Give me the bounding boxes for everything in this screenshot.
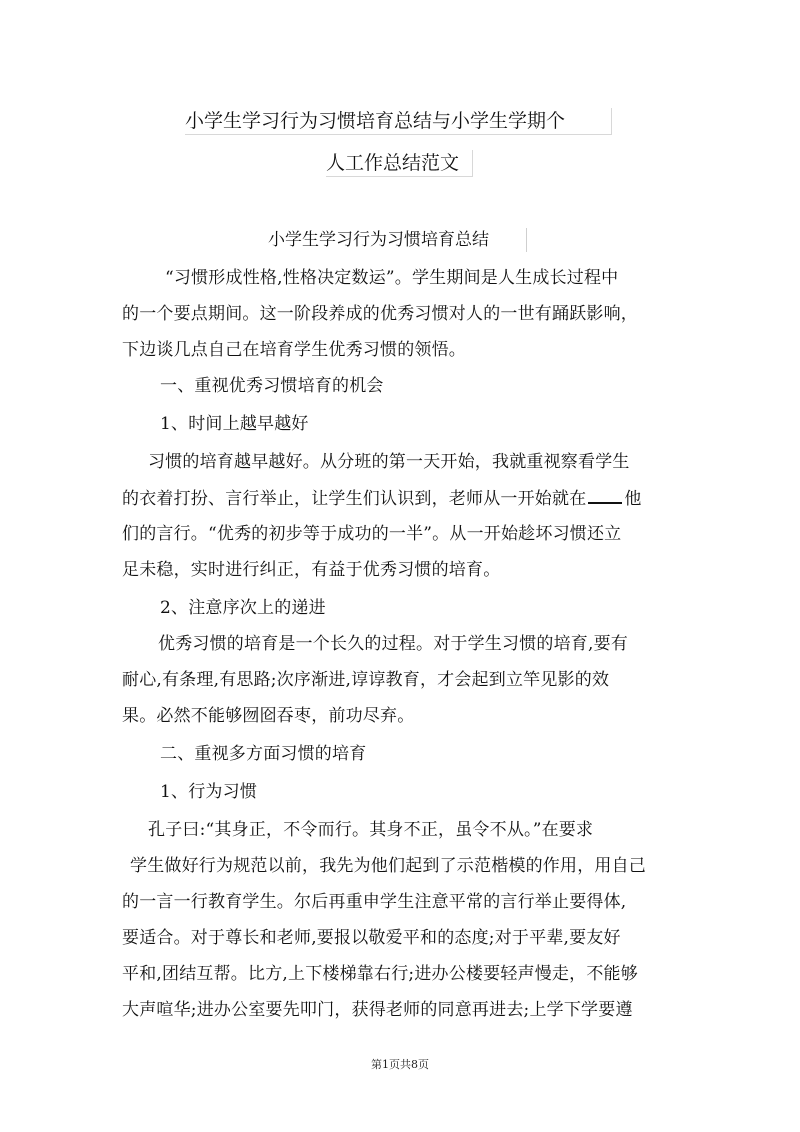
paragraph-line: 优秀习惯的培育是一个长久的过程。对于学生习惯的培育,要有	[158, 634, 629, 654]
subheading-1-2: 2、注意序次上的递进	[160, 598, 326, 618]
paragraph-line: 要适合。对于尊长和老师,要报以敬爱平和的态度;对于平辈,要友好	[122, 928, 621, 948]
paragraph-line: 们的言行。“优秀的初步等于成功的一半”。从一开始趁坏习惯还立	[122, 524, 622, 544]
paragraph-line: 习惯的培育越早越好。从分班的第一天开始，我就重视察看学生	[148, 452, 630, 472]
heading-1: 一、重视优秀习惯培育的机会	[160, 376, 384, 396]
document-title-line-2: 人工作总结范文	[326, 150, 473, 177]
section-heading: 小学生学习行为习惯培育总结	[268, 228, 527, 252]
heading-2: 二、重视多方面习惯的培育	[160, 744, 367, 764]
paragraph-text: 的衣着打扮、言行举止，让学生们认识到，老师从一开始就在	[122, 489, 587, 509]
paragraph-text: 他	[624, 489, 642, 509]
fill-in-blank	[588, 486, 622, 504]
paragraph-line: “习惯形成性格,性格决定数运”。学生期间是人生成长过程中	[165, 268, 619, 288]
paragraph-line: 足未稳，实时进行纠正，有益于优秀习惯的培育。	[122, 560, 501, 580]
paragraph-line: 的一言一行教育学生。尔后再重申学生注意平常的言行举止要得体,	[122, 892, 627, 912]
paragraph-line: 平和,团结互帮。比方,上下楼梯靠右行;进办公楼要轻声慢走，不能够	[122, 964, 638, 984]
paragraph-line-with-blank	[122, 486, 642, 511]
subheading-1-1: 1、时间上越早越好	[160, 414, 309, 434]
paragraph-line: 学生做好行为规范以前，我先为他们起到了示范楷模的作用，用自己	[130, 856, 646, 876]
paragraph-line: 果。必然不能够囫囵吞枣，前功尽弃。	[122, 706, 415, 726]
paragraph-line: 孔子曰:“其身正，不令而行。其身不正，虽令不从。”在要求	[148, 820, 594, 840]
subheading-2-1: 1、行为习惯	[160, 782, 258, 802]
document-title-line-1: 小学生学习行为习惯培育总结与小学生学期个	[185, 108, 612, 135]
paragraph-line: 的一个要点期间。这一阶段养成的优秀习惯对人的一世有踊跃影响，	[122, 304, 638, 324]
paragraph-line: 耐心,有条理,有思路;次序渐进,谆谆教育，才会起到立竿见影的效	[122, 670, 610, 690]
page-footer: 第1页共8页	[371, 1058, 429, 1071]
paragraph-line: 下边谈几点自己在培育学生优秀习惯的领悟。	[122, 340, 466, 360]
paragraph-line: 大声喧华;进办公室要先叩门，获得老师的同意再进去;上学下学要遵	[122, 1000, 633, 1020]
